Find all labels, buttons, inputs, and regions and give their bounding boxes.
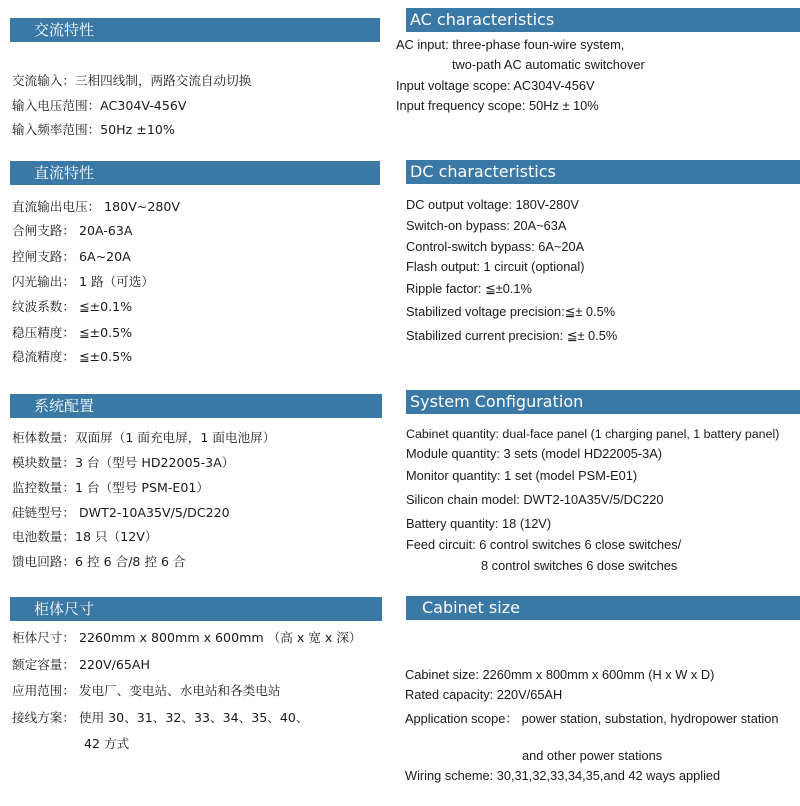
spec-line: Application scope： power station, substation, hydropower station <box>405 711 779 726</box>
spec-line: Monitor quantity: 1 set (model PSM-E01) <box>406 468 638 483</box>
spec-line: 输入频率范围：50Hz ±10% <box>12 122 175 137</box>
spec-line: 稳压精度： ≦±0.5% <box>12 325 133 340</box>
section-heading-cabinet-en: Cabinet size <box>406 596 800 620</box>
spec-line: Switch-on bypass: 20A~63A <box>406 218 567 233</box>
spec-line: Rated capacity: 220V/65AH <box>405 687 563 702</box>
section-heading-system-en: System Configuration <box>406 390 800 414</box>
spec-line: Feed circuit: 6 control switches 6 close switches/ <box>406 537 682 552</box>
section-heading-cabinet-zh: 柜体尺寸 <box>10 597 382 621</box>
spec-line: 直流输出电压： 180V~280V <box>12 199 181 214</box>
spec-line: Module quantity: 3 sets (model HD22005-3A) <box>406 446 663 461</box>
spec-line: Input voltage scope: AC304V-456V <box>396 78 595 93</box>
spec-line: 电池数量：18 只（12V） <box>12 529 158 544</box>
spec-line: 模块数量：3 台（型号 HD22005-3A） <box>12 455 235 470</box>
spec-line: Control-switch bypass: 6A~20A <box>406 239 585 254</box>
spec-line: Input frequency scope: 50Hz ± 10% <box>396 98 599 113</box>
spec-line: 42 方式 <box>84 736 130 751</box>
spec-line: DC output voltage: 180V-280V <box>406 197 579 212</box>
spec-line: 合闸支路： 20A-63A <box>12 223 133 238</box>
spec-line: Cabinet quantity: dual-face panel (1 charging panel, 1 battery panel) <box>406 427 780 441</box>
section-heading-ac-zh: 交流特性 <box>10 18 380 42</box>
spec-line: 柜体尺寸： 2260mm x 800mm x 600mm （高 x 宽 x 深） <box>12 630 362 645</box>
section-heading-ac-en: AC characteristics <box>406 8 800 32</box>
spec-line: 应用范围： 发电厂、变电站、水电站和各类电站 <box>12 683 281 698</box>
spec-line: 额定容量： 220V/65AH <box>12 657 150 672</box>
spec-line: 闪光输出： 1 路（可选） <box>12 274 154 289</box>
spec-line: Stabilized voltage precision:≦± 0.5% <box>406 304 616 319</box>
spec-line: 监控数量：1 台（型号 PSM-E01） <box>12 480 209 495</box>
spec-line: 纹波系数： ≦±0.1% <box>12 299 133 314</box>
spec-line: Wiring scheme: 30,31,32,33,34,35,and 42 ways applied <box>405 768 721 783</box>
spec-line: Stabilized current precision: ≦± 0.5% <box>406 328 618 343</box>
spec-line: 输入电压范围：AC304V-456V <box>12 98 187 113</box>
spec-line: 馈电回路：6 控 6 合/8 控 6 合 <box>12 554 186 569</box>
spec-line: 接线方案： 使用 30、31、32、33、34、35、40、 <box>12 710 309 725</box>
section-heading-dc-en: DC characteristics <box>406 160 800 184</box>
spec-line: Battery quantity: 18 (12V) <box>406 516 552 531</box>
section-heading-system-zh: 系统配置 <box>10 394 382 418</box>
spec-line: Ripple factor: ≦±0.1% <box>406 281 532 296</box>
spec-line: Cabinet size: 2260mm x 800mm x 600mm (H x W x D) <box>405 667 715 682</box>
spec-line: two-path AC automatic switchover <box>452 57 645 72</box>
spec-line: AC input: three-phase foun-wire system, <box>396 37 625 52</box>
spec-line: 柜体数量：双面屏（1 面充电屏，1 面电池屏） <box>12 430 276 445</box>
spec-line: Flash output: 1 circuit (optional) <box>406 259 585 274</box>
section-heading-dc-zh: 直流特性 <box>10 161 380 185</box>
spec-line: 稳流精度： ≦±0.5% <box>12 349 133 364</box>
spec-line: and other power stations <box>522 748 663 763</box>
spec-line: 交流输入：三相四线制，两路交流自动切换 <box>12 73 252 88</box>
spec-line: Silicon chain model: DWT2-10A35V/5/DC220 <box>406 492 664 507</box>
spec-line: 8 control switches 6 dose switches <box>481 558 678 573</box>
spec-line: 硅链型号： DWT2-10A35V/5/DC220 <box>12 505 230 520</box>
spec-line: 控闸支路： 6A~20A <box>12 249 131 264</box>
